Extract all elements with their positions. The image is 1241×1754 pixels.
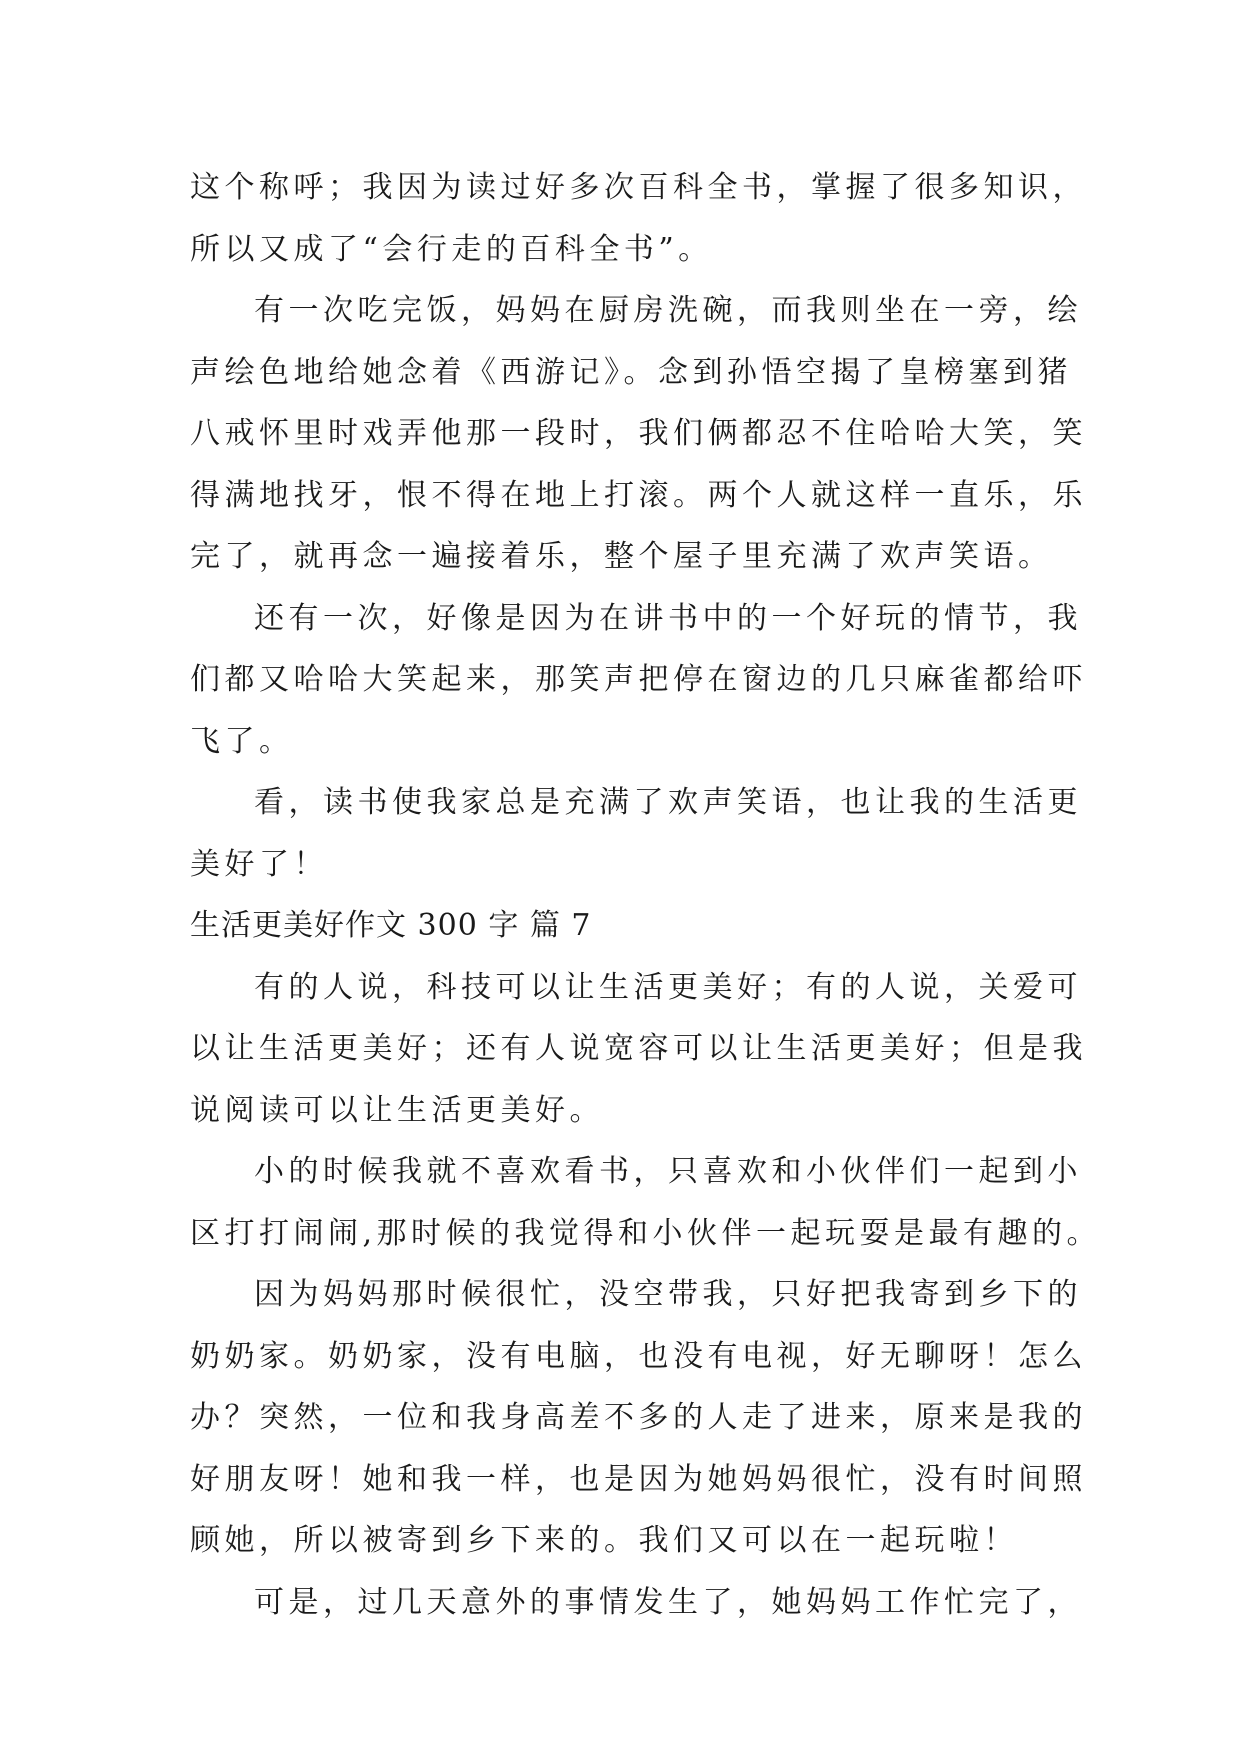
section-heading: 生活更美好作文 300 字 篇 7: [190, 908, 592, 943]
paragraph-start: 有的人说，科技可以让生活更美好；有的人说，关爱可: [254, 969, 1082, 1005]
text-line: 所以又成了“会行走的百科全书”。: [190, 231, 713, 267]
text-line: 奶奶家。奶奶家，没有电脑，也没有电视，好无聊呀！怎么: [190, 1338, 1087, 1374]
text-line: 办？突然，一位和我身高差不多的人走了进来，原来是我的: [190, 1400, 1087, 1435]
text-line: 得满地找牙，恨不得在地上打滚。两个人就这样一直乐，乐: [190, 477, 1087, 513]
text-line: 顾她，所以被寄到乡下来的。我们又可以在一起玩啦！: [190, 1523, 1018, 1558]
text-line: 说阅读可以让生活更美好。: [190, 1092, 604, 1128]
paragraph-start: 有一次吃完饭，妈妈在厨房洗碗，而我则坐在一旁，绘: [254, 293, 1082, 328]
document-body: [190, 157, 1102, 1633]
text-line: 区打打闹闹,那时候的我觉得和小伙伴一起玩耍是最有趣的。: [190, 1215, 1102, 1251]
paragraph-start: 看，读书使我家总是充满了欢声笑语，也让我的生活更: [254, 785, 1082, 820]
paragraph-start: 可是，过几天意外的事情发生了，她妈妈工作忙完了，: [254, 1584, 1082, 1620]
text-line: 完了，就再念一遍接着乐，整个屋子里充满了欢声笑语。: [190, 539, 1053, 574]
text-line: 声绘色地给她念着《西游记》。念到孙悟空揭了皇榜塞到猪: [190, 354, 1072, 390]
text-line: 们都又哈哈大笑起来，那笑声把停在窗边的几只麻雀都给吓: [190, 662, 1087, 697]
paragraph-start: 因为妈妈那时候很忙，没空带我，只好把我寄到乡下的: [254, 1277, 1082, 1312]
text-line: 这个称呼；我因为读过好多次百科全书，掌握了很多知识，: [190, 170, 1087, 205]
text-line: 美好了！: [190, 846, 328, 882]
text-line: 以让生活更美好；还有人说宽容可以让生活更美好；但是我: [190, 1031, 1087, 1066]
paragraph-start: 小的时候我就不喜欢看书，只喜欢和小伙伴们一起到小: [254, 1154, 1082, 1189]
text-line: 八戒怀里时戏弄他那一段时，我们俩都忍不住哈哈大笑，笑: [190, 416, 1087, 451]
text-line: 飞了。: [190, 723, 294, 759]
paragraph-start: 还有一次，好像是因为在讲书中的一个好玩的情节，我: [254, 600, 1082, 636]
text-line: 好朋友呀！她和我一样，也是因为她妈妈很忙，没有时间照: [190, 1461, 1087, 1497]
